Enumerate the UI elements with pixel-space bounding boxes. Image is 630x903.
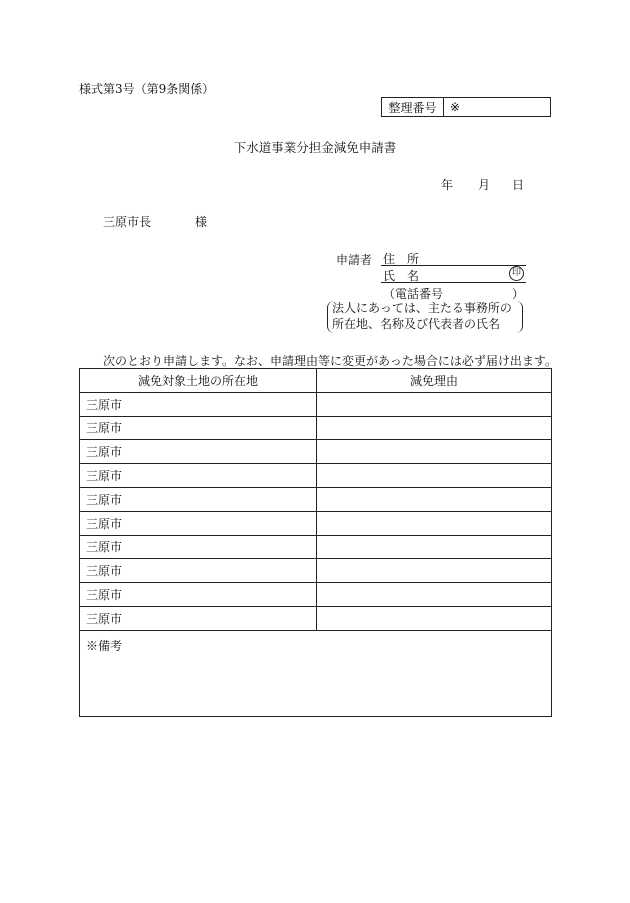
header-reason: 減免理由 bbox=[317, 369, 552, 393]
applicant-label: 申請者 bbox=[336, 253, 373, 267]
table-row bbox=[80, 535, 552, 559]
reason-cell[interactable] bbox=[317, 392, 552, 416]
reference-number-box bbox=[381, 97, 551, 117]
corporation-note bbox=[327, 301, 523, 333]
location-cell[interactable]: 三原市 bbox=[80, 392, 317, 416]
location-cell[interactable]: 三原市 bbox=[80, 511, 317, 535]
reason-cell[interactable] bbox=[317, 416, 552, 440]
location-cell[interactable]: 三原市 bbox=[80, 440, 317, 464]
reason-cell[interactable] bbox=[317, 511, 552, 535]
seal-icon: 印 bbox=[509, 266, 524, 281]
table-row bbox=[80, 511, 552, 535]
date-day: 日 bbox=[512, 178, 525, 192]
reason-cell[interactable] bbox=[317, 440, 552, 464]
reason-cell[interactable] bbox=[317, 535, 552, 559]
reason-cell[interactable] bbox=[317, 487, 552, 511]
table-row bbox=[80, 583, 552, 607]
table-row bbox=[80, 606, 552, 630]
reason-cell[interactable] bbox=[317, 464, 552, 488]
remarks-label: ※備考 bbox=[86, 638, 123, 653]
reference-number-label: 整理番号 bbox=[382, 98, 444, 116]
location-cell[interactable]: 三原市 bbox=[80, 416, 317, 440]
remarks-row bbox=[80, 630, 552, 716]
intro-text: 次のとおり申請します。なお、申請理由等に変更があった場合には必ず届け出ます。 bbox=[103, 354, 557, 368]
location-cell[interactable]: 三原市 bbox=[80, 559, 317, 583]
table-row bbox=[80, 464, 552, 488]
table-row bbox=[80, 416, 552, 440]
phone-close-paren: ） bbox=[512, 287, 525, 301]
document-title: 下水道事業分担金減免申請書 bbox=[233, 140, 397, 155]
table-row bbox=[80, 487, 552, 511]
name-label: 氏 名 bbox=[383, 269, 420, 283]
reason-cell[interactable] bbox=[317, 583, 552, 607]
form-number: 様式第3号（第9条関係） bbox=[79, 82, 215, 96]
header-location: 減免対象土地の所在地 bbox=[80, 369, 317, 393]
corporation-note-line2: 所在地、名称及び代表者の氏名 bbox=[332, 316, 501, 331]
addressee-name: 三原市長 bbox=[103, 215, 152, 229]
table-header-row bbox=[80, 369, 552, 393]
reason-cell[interactable] bbox=[317, 559, 552, 583]
remarks-cell[interactable] bbox=[80, 630, 552, 716]
location-cell[interactable]: 三原市 bbox=[80, 606, 317, 630]
reason-cell[interactable] bbox=[317, 606, 552, 630]
table-row bbox=[80, 440, 552, 464]
table-row bbox=[80, 559, 552, 583]
location-cell[interactable]: 三原市 bbox=[80, 535, 317, 559]
application-table bbox=[79, 368, 552, 717]
location-cell[interactable]: 三原市 bbox=[80, 464, 317, 488]
location-cell[interactable]: 三原市 bbox=[80, 583, 317, 607]
addressee-suffix: 様 bbox=[195, 215, 208, 229]
corporation-note-line1: 法人にあっては、主たる事務所の bbox=[332, 301, 512, 315]
reference-number-value: ※ bbox=[450, 100, 461, 114]
date-month: 月 bbox=[478, 178, 491, 192]
location-cell[interactable]: 三原市 bbox=[80, 487, 317, 511]
phone-label: （電話番号 bbox=[383, 287, 444, 301]
table-row bbox=[80, 392, 552, 416]
address-label: 住 所 bbox=[383, 252, 420, 266]
date-year: 年 bbox=[441, 178, 454, 192]
